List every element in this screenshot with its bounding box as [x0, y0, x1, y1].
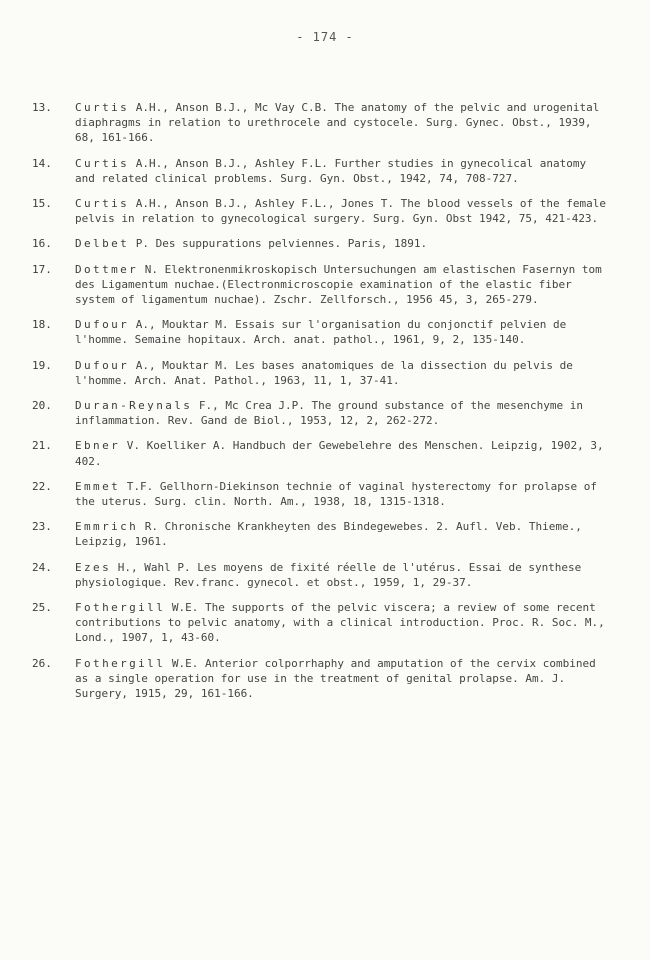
reference-author: Duran-Reynals — [75, 399, 193, 413]
reference-text: W.E. The supports of the pelvic viscera; a review of some recent contributions to pelvic anatomy, with a clinical introduction. Proc. R. Soc. M., Lond., 1907, 1, 43-60. — [75, 601, 605, 645]
reference-author: Emmrich — [75, 520, 139, 534]
reference-text: F., Mc Crea J.P. The ground substance of the mesenchyme in inflammation. Rev. Gand de Biol., 1953, 12, 2, 262-272. — [75, 399, 584, 428]
reference-text: A., Mouktar M. Essais sur l'organisation du conjonctif pelvien de l'homme. Semaine hopitaux. Arch. anat. pathol., 1961, 9, 2, 135-140. — [75, 318, 567, 347]
reference-list — [32, 100, 612, 711]
reference-number: 18. — [32, 318, 52, 332]
reference-item — [32, 196, 612, 226]
reference-author: Delbet — [75, 237, 130, 251]
reference-author: Ezes — [75, 560, 112, 574]
reference-author: Dufour — [75, 318, 130, 332]
reference-item — [32, 519, 612, 549]
reference-number: 20. — [32, 399, 52, 413]
reference-number: 14. — [32, 156, 52, 170]
reference-item — [32, 560, 612, 590]
reference-author: Curtis — [75, 197, 130, 211]
reference-number: 19. — [32, 358, 52, 372]
reference-number: 13. — [32, 101, 52, 114]
reference-author: Fothergill — [75, 656, 166, 670]
reference-item — [32, 398, 612, 428]
reference-author: Dottmer — [75, 262, 139, 276]
reference-author: Fothergill — [75, 601, 166, 615]
reference-item — [32, 600, 612, 646]
reference-item — [32, 236, 612, 251]
reference-item — [32, 358, 612, 388]
reference-text: N. Elektronenmikroskopisch Untersuchungen am elastischen Fasernyn tom des Ligamentum nuchae.(Electronmicroscopie examination of the elastic fiber system of ligamentum nuchae). Zschr. Zellforsch., 1956 45, 3, 265-279. — [75, 262, 602, 307]
reference-text: A.H., Anson B.J., Ashley F.L. Further studies in gynecolical anatomy and related clinical problems. Surg. Gyn. Obst., 1942, 74, 708-727. — [75, 156, 587, 185]
reference-item — [32, 656, 612, 702]
reference-number: 16. — [32, 237, 52, 251]
reference-item — [32, 438, 612, 468]
reference-author: Dufour — [75, 358, 130, 372]
reference-number: 23. — [32, 520, 52, 534]
reference-text: T.F. Gellhorn-Diekinson technie of vaginal hysterectomy for prolapse of the uterus. Surg. clin. North. Am., 1938, 18, 1315-1318. — [75, 479, 597, 509]
reference-number: 22. — [32, 479, 52, 493]
reference-number: 25. — [32, 601, 52, 615]
reference-number: 15. — [32, 197, 52, 211]
reference-number: 26. — [32, 656, 52, 670]
page-number: - 174 - — [296, 30, 354, 44]
reference-item — [32, 156, 612, 186]
reference-text: A.H., Anson B.J., Ashley F.L., Jones T. The blood vessels of the female pelvis in relation to gynecological surgery. Surg. Gyn. Obst 1942, 75, 421-423. — [75, 197, 606, 226]
reference-author: Emmet — [75, 479, 121, 493]
reference-number: 21. — [32, 439, 52, 453]
reference-number: 24. — [32, 560, 52, 574]
reference-text: A., Mouktar M. Les bases anatomiques de la dissection du pelvis de l'homme. Arch. Anat. Pathol., 1963, 11, 1, 37-41. — [75, 358, 573, 387]
reference-text: H., Wahl P. Les moyens de fixité réelle de l'utérus. Essai de synthese physiologique. Rev.franc. gynecol. et obst., 1959, 1, 29-37. — [75, 560, 582, 589]
reference-item — [32, 262, 612, 308]
reference-author: Curtis — [75, 156, 130, 170]
reference-item — [32, 317, 612, 347]
reference-author: Ebner — [75, 439, 121, 453]
reference-author: Curtis — [75, 101, 130, 114]
reference-text: W.E. Anterior colporrhaphy and amputation of the cervix combined as a single operation for use in the treatment of genital prolapse. Am. J. Surgery, 1915, 29, 161-166. — [75, 656, 596, 701]
reference-item — [32, 100, 612, 146]
reference-number: 17. — [32, 262, 52, 276]
reference-item — [32, 479, 612, 509]
reference-text: A.H., Anson B.J., Mc Vay C.B. The anatomy of the pelvic and urogenital diaphragms in relation to urethrocele and cystocele. Surg. Gynec. Obst., 1939, 68, 161-166. — [75, 101, 600, 145]
reference-text: R. Chronische Krankheyten des Bindegewebes. 2. Aufl. Veb. Thieme., Leipzig, 1961. — [75, 520, 582, 549]
reference-text: P. Des suppurations pelviennes. Paris, 1891. — [135, 237, 428, 251]
reference-text: V. Koelliker A. Handbuch der Gewebelehre des Menschen. Leipzig, 1902, 3, 402. — [75, 439, 604, 468]
